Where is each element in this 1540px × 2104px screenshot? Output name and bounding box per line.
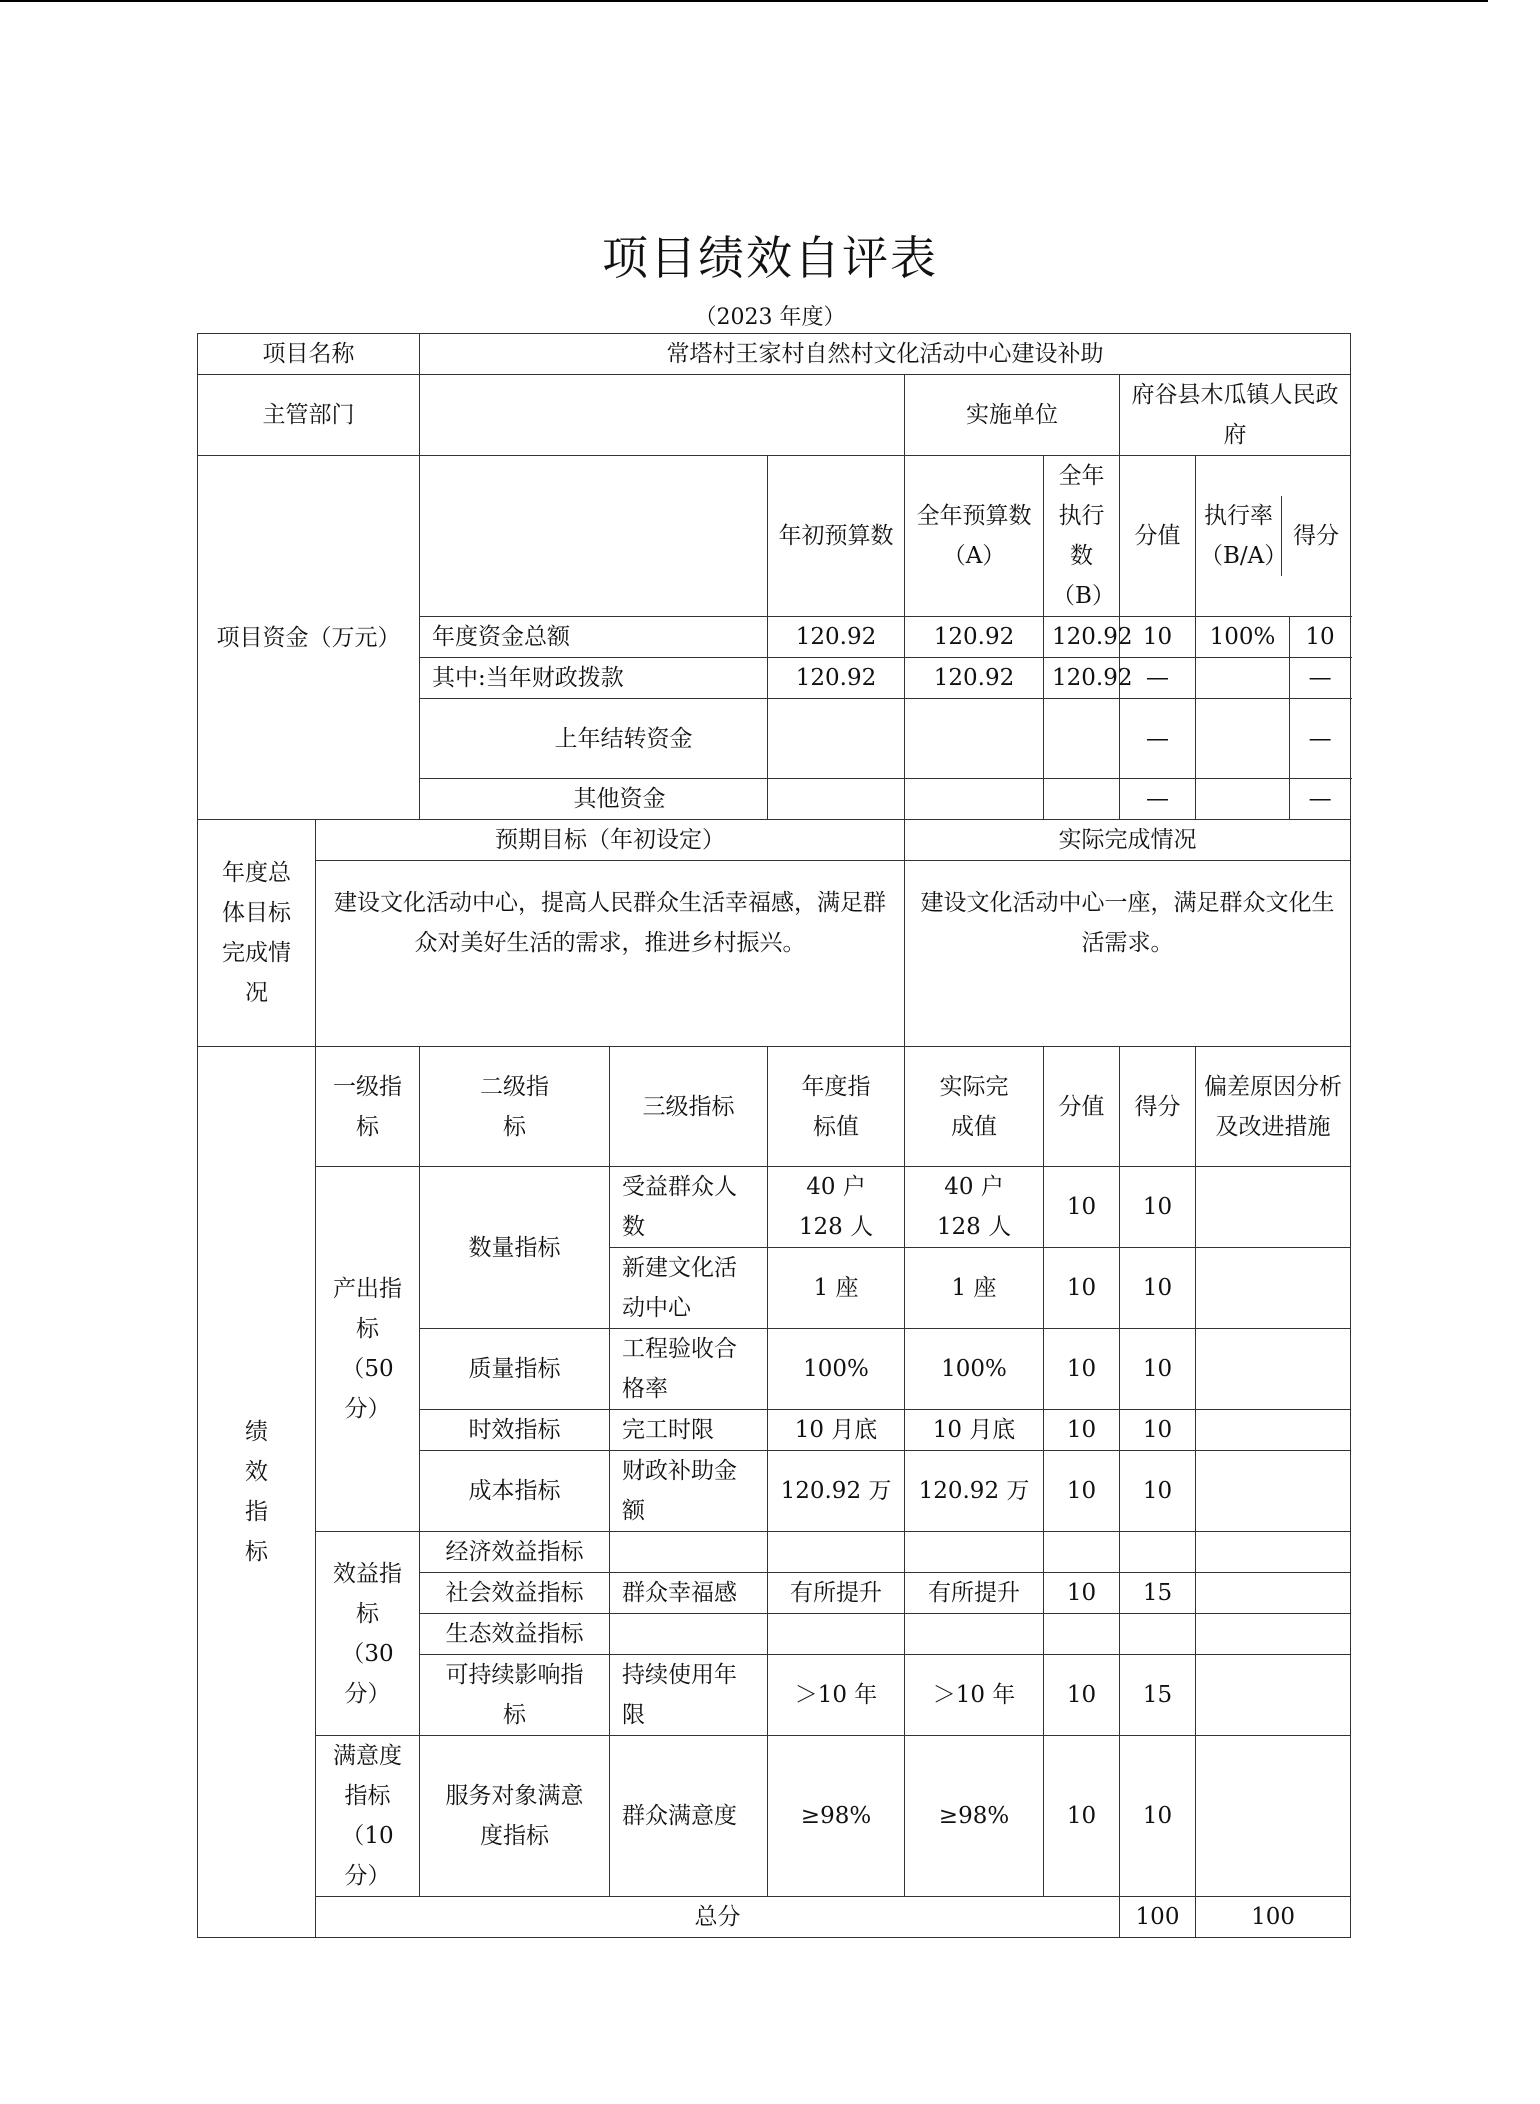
indicator-score: 10 (1120, 1167, 1196, 1248)
indicator-target: 有所提升 (768, 1573, 905, 1614)
indicator-deviation (1196, 1167, 1351, 1248)
indicator-weight: 10 (1044, 1451, 1120, 1532)
indicator-name: 持续使用年限 (610, 1655, 768, 1736)
page-title: 项目绩效自评表 (602, 231, 938, 285)
funds-header-split (1196, 456, 1351, 617)
total-label: 总分 (316, 1897, 1120, 1938)
goals-expected-text: 建设文化活动中心，提高人民群众生活幸福感，满足群众对美好生活的需求，推进乡村振兴。 (316, 861, 905, 1047)
indicator-score: 10 (1120, 1329, 1196, 1410)
funds-row-weight: 10 (1120, 617, 1196, 658)
indicator-actual (905, 1532, 1044, 1573)
page-subtitle: （2023 年度） (694, 305, 846, 330)
funds-header-score: 得分 (1293, 523, 1340, 549)
social-label: 社会效益指标 (420, 1573, 610, 1614)
funds-row-annual (905, 779, 1044, 820)
funds-row-split (1196, 779, 1351, 820)
funds-row-weight: — (1120, 779, 1196, 820)
performance-label: 绩效指标 (198, 1047, 316, 1938)
indicator-target: 120.92 万 (768, 1451, 905, 1532)
impl-label: 实施单位 (905, 375, 1120, 456)
indicator-score: 10 (1120, 1248, 1196, 1329)
indicator-deviation (1196, 1410, 1351, 1451)
header-level3: 三级指标 (610, 1047, 768, 1167)
indicator-actual (905, 1614, 1044, 1655)
funds-row-rate: 100% (1196, 617, 1290, 657)
indicator-target (768, 1532, 905, 1573)
header-level1: 一级指标 (316, 1047, 420, 1167)
header-actual: 实际完成值 (905, 1047, 1044, 1167)
indicator-target: 1 座 (768, 1248, 905, 1329)
indicator-deviation (1196, 1329, 1351, 1410)
total-weight: 100 (1120, 1897, 1196, 1938)
funds-row-executed (1044, 699, 1120, 779)
funds-row-initial: 120.92 (768, 617, 905, 658)
indicator-name: 群众满意度 (610, 1736, 768, 1897)
goals-label: 年度总体目标完成情况 (198, 820, 316, 1047)
indicator-target: ≥98% (768, 1736, 905, 1897)
header-deviation: 偏差原因分析及改进措施 (1196, 1047, 1351, 1167)
indicator-score (1120, 1532, 1196, 1573)
indicator-deviation (1196, 1614, 1351, 1655)
funds-label: 项目资金（万元） (198, 456, 420, 820)
timeliness-label: 时效指标 (420, 1410, 610, 1451)
indicator-row (198, 1736, 1351, 1897)
indicator-name: 财政补助金额 (610, 1451, 768, 1532)
funds-row-rate (1196, 779, 1290, 819)
indicator-score: 15 (1120, 1573, 1196, 1614)
indicator-row (198, 1167, 1351, 1248)
indicator-actual: 100% (905, 1329, 1044, 1410)
dept-value (420, 375, 905, 456)
ecological-label: 生态效益指标 (420, 1614, 610, 1655)
header-target: 年度指标值 (768, 1047, 905, 1167)
project-name-value: 常塔村王家村自然村文化活动中心建设补助 (420, 334, 1351, 375)
funds-row-score: — (1308, 786, 1332, 812)
service-label: 服务对象满意度指标 (420, 1736, 610, 1897)
funds-row-weight: — (1120, 658, 1196, 699)
indicator-deviation (1196, 1736, 1351, 1897)
cost-label: 成本指标 (420, 1451, 610, 1532)
funds-row-split (1196, 658, 1351, 699)
indicator-target: 10 月底 (768, 1410, 905, 1451)
funds-row-name: 其他资金 (420, 779, 768, 820)
header-level2: 二级指标 (420, 1047, 610, 1167)
page-top-border (0, 0, 1488, 2)
indicator-weight (1044, 1532, 1120, 1573)
indicator-actual: ＞10 年 (905, 1655, 1044, 1736)
indicator-actual: 1 座 (905, 1248, 1044, 1329)
indicator-score: 10 (1120, 1736, 1196, 1897)
indicator-weight: 10 (1044, 1410, 1120, 1451)
indicator-actual: 有所提升 (905, 1573, 1044, 1614)
indicator-deviation (1196, 1573, 1351, 1614)
funds-row-executed (1044, 779, 1120, 820)
sustainable-label: 可持续影响指标 (420, 1655, 610, 1736)
goals-actual-text: 建设文化活动中心一座，满足群众文化生活需求。 (905, 861, 1351, 1047)
indicator-score: 15 (1120, 1655, 1196, 1736)
indicator-row (198, 1532, 1351, 1573)
funds-row-name: 其中:当年财政拨款 (420, 658, 768, 699)
funds-row-score: — (1308, 725, 1332, 752)
indicator-target: 100% (768, 1329, 905, 1410)
funds-row-executed: 120.92 (1044, 658, 1120, 699)
funds-header-blank (420, 456, 768, 617)
total-score: 100 (1196, 1897, 1351, 1938)
indicator-weight: 10 (1044, 1329, 1120, 1410)
funds-row-rate (1196, 699, 1290, 778)
quantity-label: 数量指标 (420, 1167, 610, 1329)
output-label: 产出指标（50分） (316, 1167, 420, 1532)
header-score: 得分 (1120, 1047, 1196, 1167)
dept-label: 主管部门 (198, 375, 420, 456)
funds-row-initial (768, 699, 905, 779)
funds-row-score: 10 (1305, 624, 1335, 650)
indicator-name: 工程验收合格率 (610, 1329, 768, 1410)
indicator-target: 40 户 128 人 (768, 1167, 905, 1248)
indicator-actual: 120.92 万 (905, 1451, 1044, 1532)
indicator-score: 10 (1120, 1410, 1196, 1451)
funds-row-weight: — (1120, 699, 1196, 779)
quality-label: 质量指标 (420, 1329, 610, 1410)
funds-row-annual: 120.92 (905, 617, 1044, 658)
funds-header-rate: 执行率（B/A） (1196, 496, 1282, 576)
indicator-deviation (1196, 1248, 1351, 1329)
indicator-actual: 40 户 128 人 (905, 1167, 1044, 1248)
indicator-deviation (1196, 1532, 1351, 1573)
indicator-actual: 10 月底 (905, 1410, 1044, 1451)
project-name-label: 项目名称 (198, 334, 420, 375)
funds-row-name: 上年结转资金 (420, 699, 768, 779)
indicator-score (1120, 1614, 1196, 1655)
funds-row-rate (1196, 658, 1290, 698)
goals-expected-label: 预期目标（年初设定） (316, 820, 905, 861)
impl-value: 府谷县木瓜镇人民政府 (1120, 375, 1351, 456)
indicator-name: 新建文化活动中心 (610, 1248, 768, 1329)
funds-row-score: — (1308, 665, 1332, 691)
indicator-target: ＞10 年 (768, 1655, 905, 1736)
funds-row-initial: 120.92 (768, 658, 905, 699)
indicator-name (610, 1532, 768, 1573)
indicator-deviation (1196, 1451, 1351, 1532)
indicator-weight: 10 (1044, 1655, 1120, 1736)
indicator-weight: 10 (1044, 1248, 1120, 1329)
indicator-name (610, 1614, 768, 1655)
indicator-weight: 10 (1044, 1736, 1120, 1897)
indicator-score: 10 (1120, 1451, 1196, 1532)
funds-header-annual: 全年预算数（A） (905, 456, 1044, 617)
indicator-weight: 10 (1044, 1573, 1120, 1614)
funds-header-initial: 年初预算数 (768, 456, 905, 617)
funds-row-annual (905, 699, 1044, 779)
header-weight: 分值 (1044, 1047, 1120, 1167)
goals-actual-label: 实际完成情况 (905, 820, 1351, 861)
satisfaction-label: 满意度指标（10分） (316, 1736, 420, 1897)
indicator-weight (1044, 1614, 1120, 1655)
indicator-target (768, 1614, 905, 1655)
funds-row-name: 年度资金总额 (420, 617, 768, 658)
funds-header-executed: 全年执行数（B） (1044, 456, 1120, 617)
indicator-weight: 10 (1044, 1167, 1120, 1248)
funds-row-split (1196, 699, 1351, 779)
funds-row-executed: 120.92 (1044, 617, 1120, 658)
funds-header-weight: 分值 (1120, 456, 1196, 617)
funds-row-annual: 120.92 (905, 658, 1044, 699)
indicator-deviation (1196, 1655, 1351, 1736)
benefit-label: 效益指标（30分） (316, 1532, 420, 1736)
indicator-name: 完工时限 (610, 1410, 768, 1451)
indicator-name: 受益群众人数 (610, 1167, 768, 1248)
funds-row-split (1196, 617, 1351, 658)
indicator-actual: ≥98% (905, 1736, 1044, 1897)
indicator-name: 群众幸福感 (610, 1573, 768, 1614)
funds-row-initial (768, 779, 905, 820)
evaluation-table (197, 333, 1351, 1938)
economic-label: 经济效益指标 (420, 1532, 610, 1573)
